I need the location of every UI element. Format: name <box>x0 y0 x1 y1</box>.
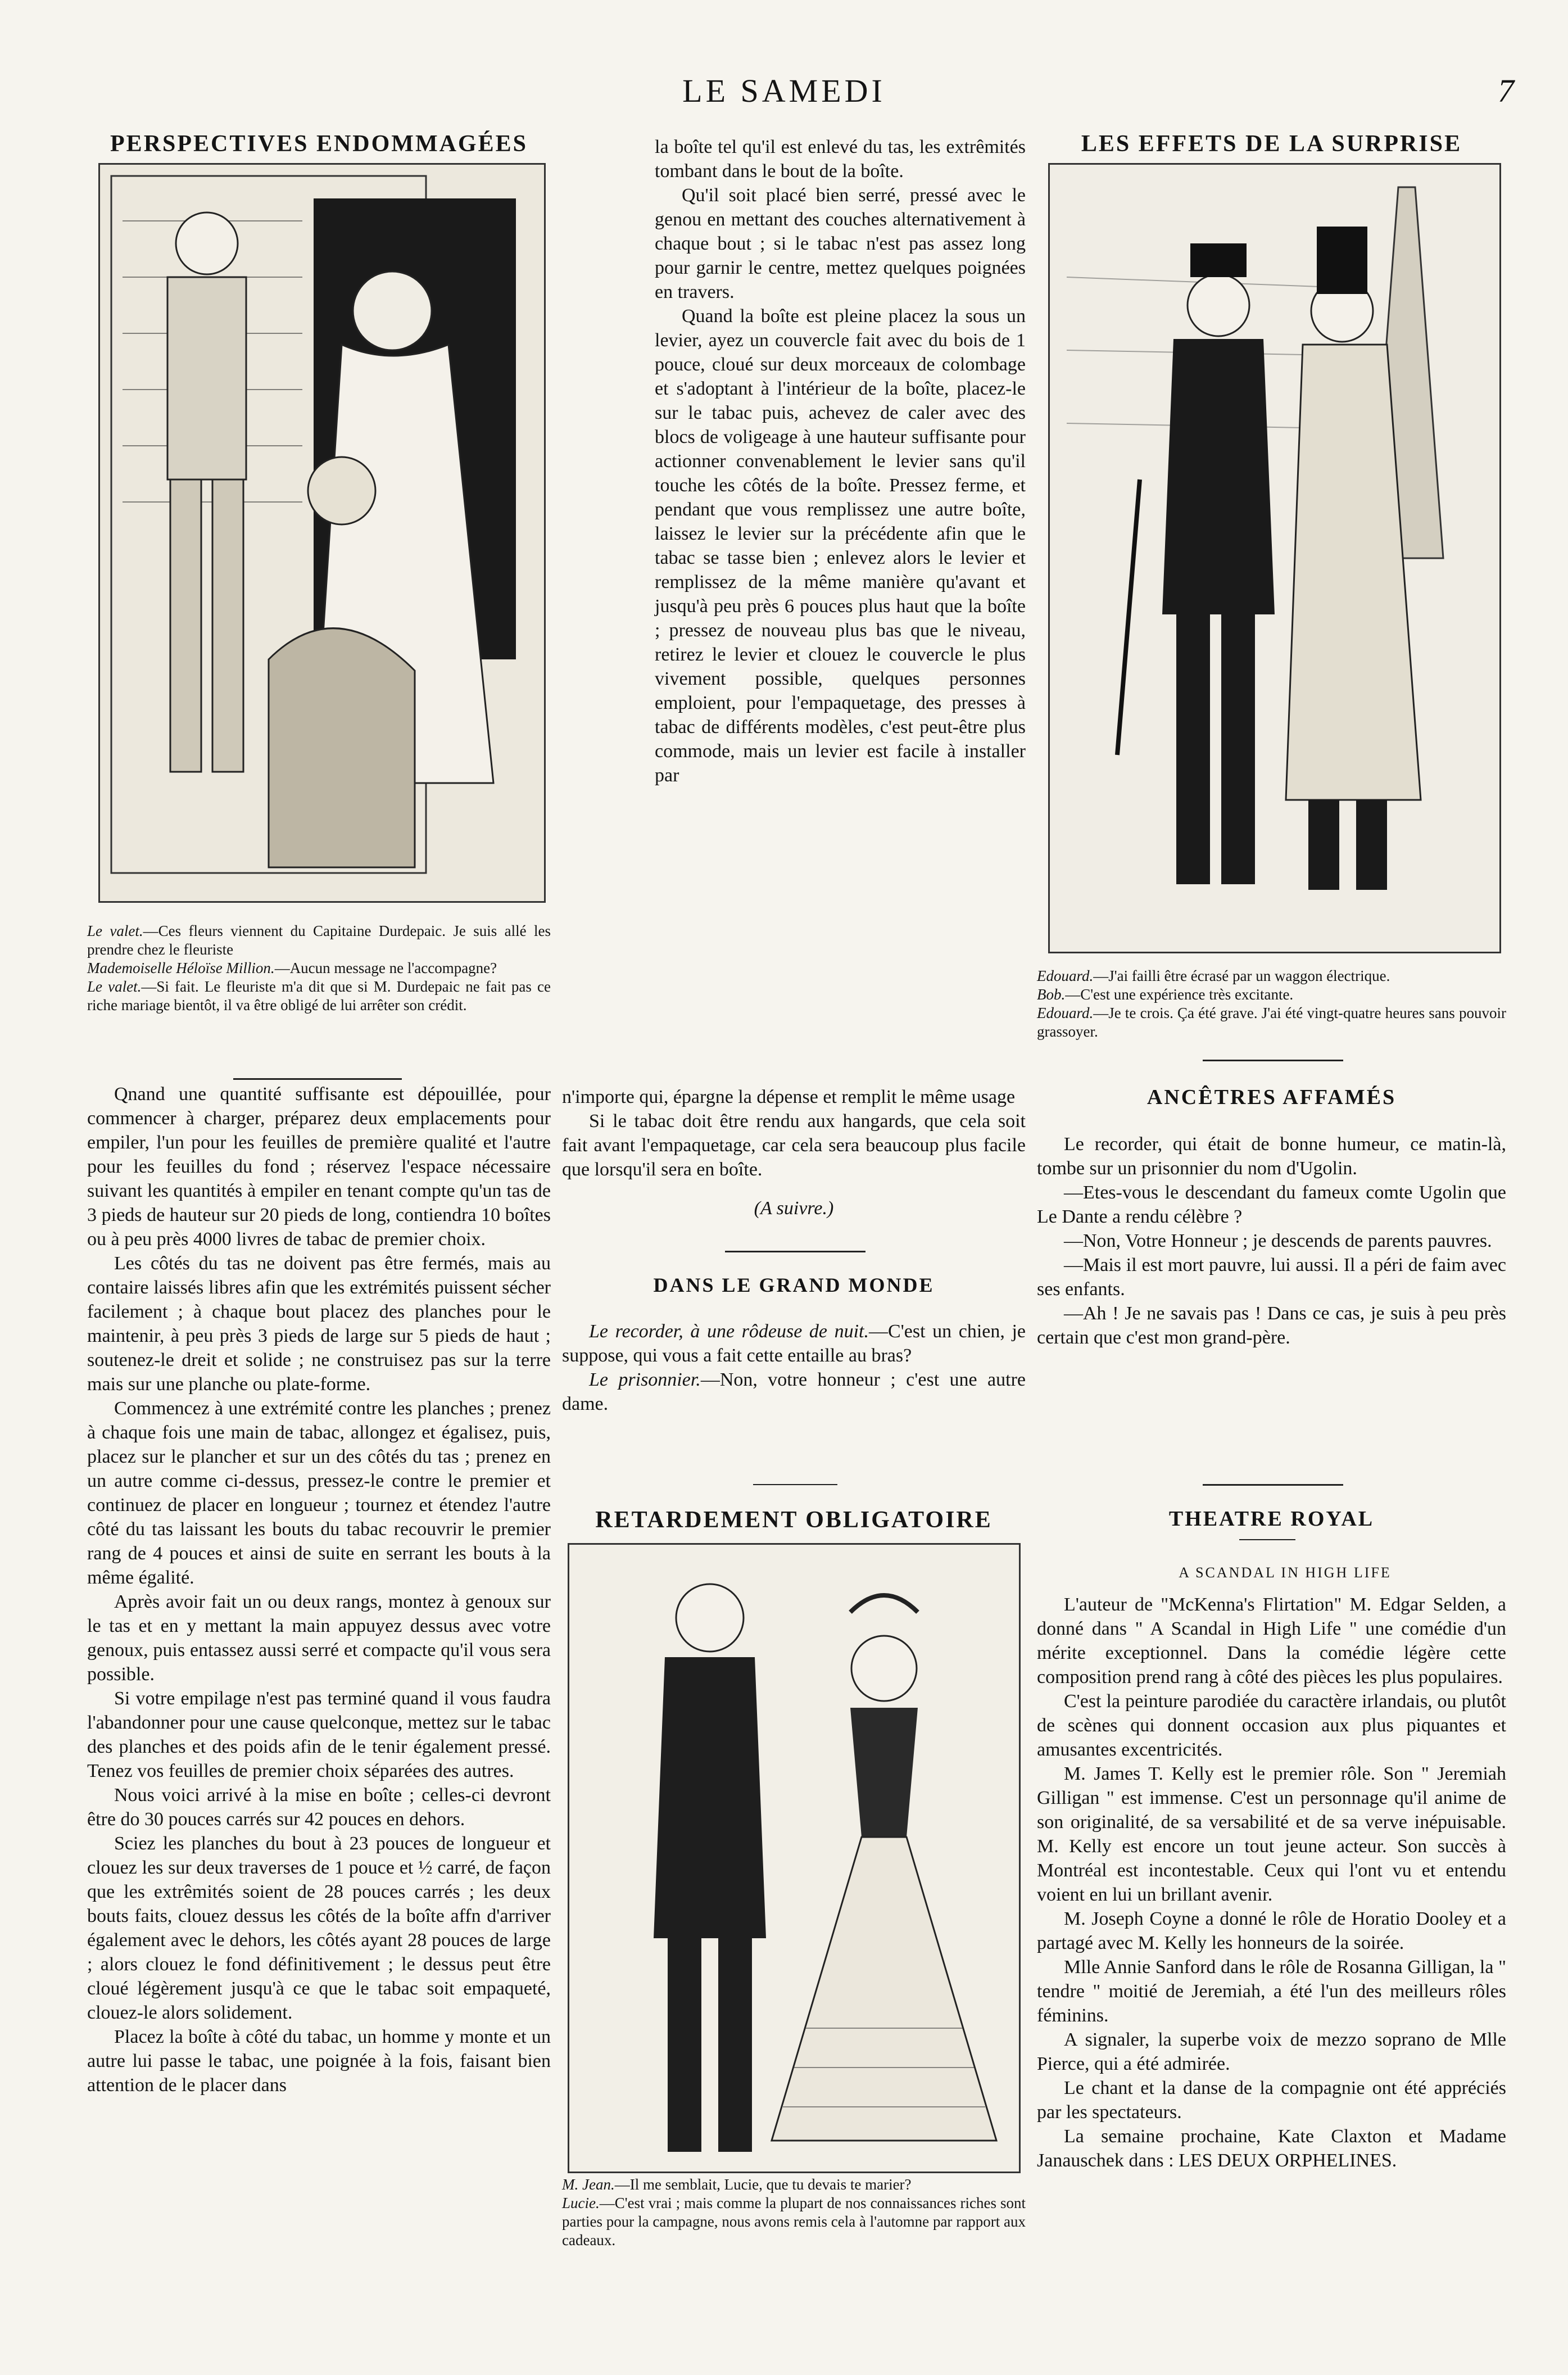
left-cartoon-heading <box>87 130 551 157</box>
article-paragraph: Après avoir fait un ou deux rangs, montez à genoux sur le tas et en y mettant la main appuyez dessus avec votre genoux, puis entassez aussi serré et compacte qu'il vous sera possible. <box>87 1591 551 1685</box>
article-paragraph: M. Joseph Coyne a donné le rôle de Horatio Dooley et a partagé avec M. Kelly les honneurs de la soirée. <box>1037 1908 1506 1953</box>
middle-article-top <box>655 135 1026 788</box>
play-title: A SCANDAL IN HIGH LIFE <box>1179 1564 1392 1581</box>
caption-line: Lucie.—C'est vrai ; mais comme la plupart de nos connaissances riches sont parties pour la campagne, nous avons remis cela à l'automne par rapport aux cadeaux. <box>562 2195 1026 2249</box>
article-paragraph: L'auteur de "McKenna's Flirtation" M. Edgar Selden, a donné dans " A Scandal in High Life " une comédie d'un mérite exceptionnel. Dans la comédie légère cette composition prend rang à côté des pièces les plus populaires. <box>1037 1594 1506 1688</box>
cartoon-title-perspectives: PERSPECTIVES ENDOMMAGÉES <box>110 131 528 157</box>
article-paragraph: Placez la boîte à côté du tabac, un homme y monte et un autre lui passe le tabac, une poignée à la fois, faisant bien attention de le placer dans <box>87 2026 551 2096</box>
article-paragraph: Les côtés du tas ne doivent pas être fermés, mais au contaire laissés libres afin que les extrémités puissent sécher facilement ; à chaque bout placez des planches pour le maintenir, à peu près 3 pieds de large sur 5 pieds de haut ; soutenez-le dreit et solide ; ne construisez pas sur la terre mais sur une planche ou plate-forme. <box>87 1253 551 1395</box>
caption-line: Le valet.—Si fait. Le fleuriste m'a dit que si M. Durdepaic ne fait pas ce riche mariage bientôt, il va être obligé de lui arrêter son crédit. <box>87 978 551 1014</box>
article-paragraph: C'est la peinture parodiée du caractère irlandais, ou plutôt de scènes qui donnent occasion aux plus piquantes et amusantes excentricités. <box>1037 1691 1506 1760</box>
page-number: 7 <box>1498 73 1514 109</box>
article-paragraph: Mlle Annie Sanford dans le rôle de Rosanna Gilligan, la " tendre " moitié de Jeremiah, a été l'un des meilleurs rôles féminins. <box>1037 1957 1506 2026</box>
to-follow-note: (A suivre.) <box>754 1198 834 1219</box>
article-paragraph: Qu'il soit placé bien serré, pressé avec le genou en mettant des couches alternativement à chaque bout ; si le tabac n'est pas assez long pour garnir le centre, mettez quelques poignées en travers. <box>655 185 1026 302</box>
divider <box>753 1484 837 1485</box>
right-cartoon-heading <box>1037 130 1506 157</box>
ancetres-section <box>1037 1085 1506 1350</box>
article-paragraph: —Non, Votre Honneur ; je descends de parents pauvres. <box>1064 1231 1492 1251</box>
engraving-couple-scene <box>569 1545 1019 2172</box>
illustration-edouard-and-bob <box>1048 163 1501 953</box>
caption-line: Mademoiselle Héloïse Million.—Aucun message ne l'accompagne? <box>87 960 497 976</box>
article-paragraph: —Etes-vous le descendant du fameux comte Ugolin que Le Dante a rendu célèbre ? <box>1037 1182 1506 1227</box>
middle-cartoon-heading <box>562 1507 1026 1533</box>
illustration-valet-and-lady <box>98 163 546 903</box>
article-paragraph: Sciez les planches du bout à 23 pouces de longueur et clouez les sur deux traverses de 1 pouce et ½ carré, de façon que les extrêmités soient de 28 pouces carrés ; les deux bouts faits, clouez dessus les côtés de la boîte affn d'arriver également avec le dehors, les côtés ayant 28 pouces de large ; alors clouez le fond définitivement ; le dessus peut être cloué légèrement jusqu'à ce que le tabac soit empaqueté, clouez-le alors solidement. <box>87 1833 551 2023</box>
article-paragraph: Le recorder, qui était de bonne humeur, ce matin-là, tombe sur un prisonnier du nom d'Ugolin. <box>1037 1134 1506 1179</box>
masthead <box>0 72 1568 134</box>
divider <box>725 1251 865 1252</box>
engraving-valet-scene <box>100 165 544 901</box>
section-title-theatre-royal: THEATRE ROYAL <box>1168 1507 1375 1531</box>
article-paragraph: A signaler, la superbe voix de mezzo soprano de Mlle Pierce, qui a été admirée. <box>1037 2029 1506 2074</box>
cartoon-title-surprise: LES EFFETS DE LA SURPRISE <box>1081 131 1462 157</box>
article-paragraph: Le chant et la danse de la compagnie ont été appréciés par les spectateurs. <box>1037 2078 1506 2123</box>
article-paragraph: —Mais il est mort pauvre, lui aussi. Il a péri de faim avec ses enfants. <box>1037 1255 1506 1300</box>
middle-article-continued <box>562 1085 1026 1220</box>
caption-line: Edouard.—Je te crois. Ça été grave. J'ai été vingt-quatre heures sans pouvoir grassoyer. <box>1037 1005 1506 1040</box>
dialogue-line: Le recorder, à une rôdeuse de nuit.—C'est un chien, je suppose, qui vous a fait cette entaille au bras? <box>562 1321 1026 1366</box>
dialogue-line: Le prisonnier.—Non, votre honneur ; c'est une autre dame. <box>562 1369 1026 1414</box>
caption-line: M. Jean.—Il me semblait, Lucie, que tu devais te marier? <box>562 2176 912 2193</box>
article-paragraph: Nous voici arrivé à la mise en boîte ; celles-ci devront être do 30 pouces carrés sur 42 pouces en dehors. <box>87 1785 551 1830</box>
left-cartoon-caption <box>87 922 551 1015</box>
article-paragraph: La semaine prochaine, Kate Claxton et Madame Janauschek dans : LES DEUX ORPHELINES. <box>1037 2126 1506 2171</box>
caption-line: Le valet.—Ces fleurs viennent du Capitaine Durdepaic. Je suis allé les prendre chez le fleuriste <box>87 922 551 958</box>
caption-line: Edouard.—J'ai failli être écrasé par un waggon électrique. <box>1037 967 1390 984</box>
right-cartoon-caption <box>1037 967 1506 1041</box>
article-paragraph: Commencez à une extrémité contre les planches ; prenez à chaque fois une main de tabac, allongez et égalisez, puis, placez sur le plancher et sur un des côtés du tas ; prenez en un autre comme ci-dessus, pressez-le contre le premier et continuez de placer en longueur ; tournez et étendez l'autre côté du tas laissant les bouts du tabac recouvrir le premier rang de 4 pouces et ainsi de suite en serrant les bouts à la même égalité. <box>87 1398 551 1588</box>
article-paragraph: la boîte tel qu'il est enlevé du tas, les extrêmités tombant dans le bout de la boîte. <box>655 137 1026 182</box>
section-title-ancetres: ANCÊTRES AFFAMÉS <box>1146 1085 1397 1109</box>
article-paragraph: Si votre empilage n'est pas terminé quand il vous faudra l'abandonner pour une cause quelconque, mettez sur le tabac des planches et des poids afin de le tenir également pressé. Tenez vos feuilles de premier choix séparées des autres. <box>87 1688 551 1781</box>
article-paragraph: Qnand une quantité suffisante est dépouillée, pour commencer à charger, préparez deux emplacements pour empiler, l'un pour les feuilles de première qualité et l'autre pour les feuilles du fond ; réservez l'espace nécessaire suivant les quantités à empiler en tenant compte qu'un tas de 3 pieds de hauteur sur 20 pieds de long, contiendra 10 boîtes ou à peu près 4000 livres de tabac de premier choix. <box>87 1084 551 1250</box>
article-paragraph: —Ah ! Je ne savais pas ! Dans ce cas, je suis à peu près certain que c'est mon grand-père. <box>1037 1303 1506 1348</box>
article-paragraph: M. James T. Kelly est le premier rôle. Son " Jeremiah Gilligan " est immense. C'est un personnage qu'il anime de son originalité, de sa versabilité et de sa verve inépuisable. M. Kelly est encore un tout jeune acteur. Son succès à Montréal est incontestable. Ceux qui l'ont vu et entendu voient en lui un brillant avenir. <box>1037 1763 1506 1905</box>
divider <box>1203 1060 1343 1061</box>
cartoon-title-retardement: RETARDEMENT OBLIGATOIRE <box>595 1507 993 1533</box>
grand-monde-section <box>562 1273 1026 1416</box>
theatre-royal-section <box>1037 1507 1506 2173</box>
divider <box>1203 1484 1343 1486</box>
illustration-jean-and-lucie <box>568 1543 1021 2173</box>
article-paragraph: n'importe qui, épargne la dépense et remplit le même usage <box>562 1087 1016 1107</box>
caption-line: Bob.—C'est une expérience très excitante. <box>1037 986 1294 1003</box>
article-paragraph: Si le tabac doit être rendu aux hangards, que cela soit fait avant l'empaquetage, car cela sera beaucoup plus facile que lorsqu'il sera en boîte. <box>562 1111 1026 1180</box>
divider <box>233 1078 402 1080</box>
engraving-street-scene <box>1050 165 1499 952</box>
divider <box>1239 1539 1295 1540</box>
middle-cartoon-caption <box>562 2175 1026 2250</box>
newspaper-title: LE SAMEDI <box>682 73 886 109</box>
section-title-grand-monde: DANS LE GRAND MONDE <box>653 1274 935 1296</box>
article-paragraph: Quand la boîte est pleine placez la sous un levier, ayez un couvercle fait avec du bois de 1 pouce, cloué sur deux morceaux de colombage et s'adoptant à l'intérieur de la boîte, placez-le sur le tabac puis, achevez de caler avec des blocs de voligeage à une hauteur suffisante pour actionner convenablement le levier sans qu'il touche les côtés de la boîte. Pressez ferme, et pendant que vous remplissez une autre boîte, laissez le levier sur la précédente afin que le tabac se tasse bien ; enlevez alors le levier et remplissez de la même manière qu'avant et jusqu'à peu près 6 pouces plus haut que la boîte ; pressez de nouveau plus bas que le niveau, retirez le levier et clouez le couvercle le plus vivement possible, quelques personnes emploient, pour l'empaquetage, des presses à tabac de différents modèles, c'est peut-être plus commode, mais un levier est facile à installer par <box>655 306 1026 786</box>
left-article-body <box>87 1082 551 2097</box>
